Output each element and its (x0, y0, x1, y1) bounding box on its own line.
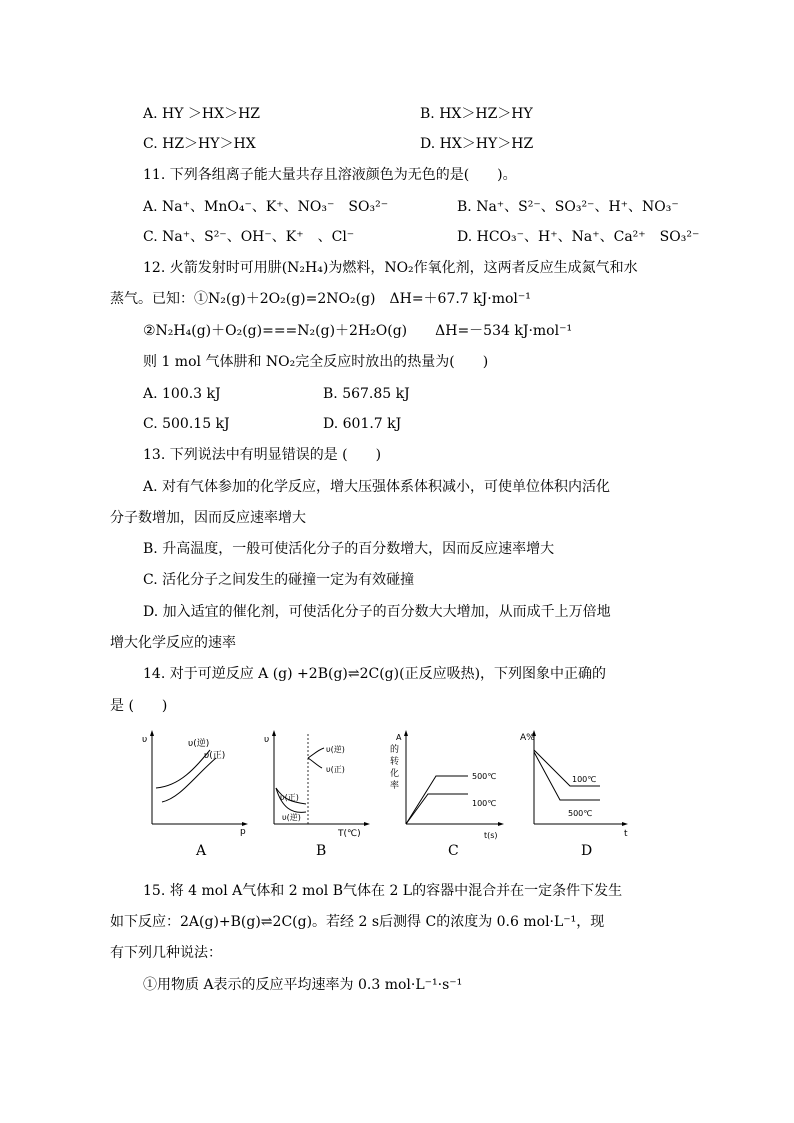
q11-option-d: D. HCO₃⁻、H⁺、Na⁺、Ca²⁺ SO₃²⁻ (457, 229, 700, 245)
q10-option-b: B. HX＞HZ＞HY (420, 106, 533, 122)
q15-stem-line1: 15. 将 4 mol A气体和 2 mol B气体在 2 L的容器中混合并在一定条件下发生 (143, 883, 623, 899)
q11-option-c: C. Na⁺、S²⁻、OH⁻、K⁺ 、Cl⁻ (143, 229, 355, 245)
q11-stem: 11. 下列各组离子能大量共存且溶液颜色为无色的是( )。 (143, 167, 517, 183)
graph-c-y-char-2: 的 (390, 745, 400, 755)
q13-option-a-line2: 分子数增加，因而反应速率增大 (110, 510, 306, 526)
graph-b-caption: B (316, 843, 327, 859)
q11-option-a: A. Na⁺、MnO₄⁻、K⁺、NO₃⁻ SO₃²⁻ (143, 199, 389, 215)
graph-b (262, 728, 372, 842)
q13-option-b: B. 升高温度，一般可使活化分子的百分数增大，因而反应速率增大 (143, 541, 555, 557)
q12-stem-line3: ②N₂H₄(g)＋O₂(g)===N₂(g)＋2H₂O(g) ΔH=－534 kJ·mol⁻¹ (143, 323, 573, 339)
graph-d-x-label: t (624, 829, 628, 838)
q13-stem: 13. 下列说法中有明显错误的是 ( ) (143, 447, 382, 463)
q12-option-a: A. 100.3 kJ (143, 386, 221, 402)
q10-option-a: A. HY ＞HX＞HZ (143, 106, 261, 122)
q12-stem-line2: 蒸气。已知：①N₂(g)＋2O₂(g)=2NO₂(g) ΔH=＋67.7 kJ·mol⁻¹ (110, 291, 531, 307)
q10-option-c: C. HZ＞HY＞HX (143, 136, 256, 152)
q12-option-b: B. 567.85 kJ (323, 386, 410, 402)
graph-b-x-label: T(℃) (338, 829, 361, 838)
graph-b-low-reverse: υ(逆) (282, 813, 301, 822)
graph-b-low-forward: υ(正) (280, 793, 299, 802)
graph-c-y-char-4: 化 (390, 769, 400, 779)
graph-c-y-char-3: 转 (390, 757, 400, 767)
graph-d-y-label: A% (520, 733, 535, 743)
q15-item-1: ①用物质 A表示的反应平均速率为 0.3 mol·L⁻¹·s⁻¹ (143, 977, 463, 993)
graph-a-caption: A (196, 843, 207, 859)
q15-stem-line3: 有下列几种说法： (110, 945, 222, 961)
graph-d-line-100: 100℃ (572, 775, 597, 784)
graph-c-caption: C (448, 843, 459, 859)
q13-option-a-line1: A. 对有气体参加的化学反应，增大压强体系体积减小，可使单位体积内活化 (143, 479, 611, 495)
graph-b-y-label: υ (264, 735, 270, 745)
graph-c-x-label: t(s) (484, 831, 498, 840)
q12-option-d: D. 601.7 kJ (323, 416, 402, 432)
q13-option-d-line2: 增大化学反应的速率 (110, 635, 236, 651)
q14-stem-line2: 是 ( ) (110, 698, 168, 714)
graph-c-y-char-5: 率 (390, 781, 400, 791)
q14-stem-line1: 14. 对于可逆反应 A (g) +2B(g)⇌2C(g)(正反应吸热)，下列图象中正确的 (143, 666, 607, 682)
graph-b-top-reverse: υ(逆) (326, 745, 345, 754)
q10-option-d: D. HX＞HY＞HZ (420, 136, 534, 152)
q12-option-c: C. 500.15 kJ (143, 416, 230, 432)
q13-option-c: C. 活化分子之间发生的碰撞一定为有效碰撞 (143, 572, 415, 588)
graph-d-caption: D (581, 843, 593, 859)
graph-d (520, 728, 640, 842)
graph-a-x-label: p (240, 827, 246, 837)
graph-d-line-500: 500℃ (568, 809, 593, 818)
q11-option-b: B. Na⁺、S²⁻、SO₃²⁻、H⁺、NO₃⁻ (457, 199, 679, 215)
q12-stem-line4: 则 1 mol 气体肼和 NO₂完全反应时放出的热量为( ) (143, 354, 489, 370)
q12-stem-line1: 12. 火箭发射时可用肼(N₂H₄)为燃料，NO₂作氧化剂，这两者反应生成氮气和水 (143, 260, 638, 276)
graph-a-curve-reverse: υ(逆) (188, 739, 210, 749)
graph-a-curve-forward: υ(正) (204, 751, 226, 761)
q15-stem-line2: 如下反应：2A(g)+B(g)⇌2C(g)。若经 2 s后测得 C的浓度为 0.6 mol·L⁻¹，现 (110, 914, 605, 930)
graph-c-line-500: 500℃ (472, 772, 497, 781)
graph-c-line-100: 100℃ (472, 799, 497, 808)
graph-c-y-char-1: A (396, 733, 402, 742)
q13-option-d-line1: D. 加入适宜的催化剂，可使活化分子的百分数大大增加，从而成千上万倍地 (143, 604, 611, 620)
graph-c (388, 728, 508, 847)
graph-a-y-label: υ (142, 735, 148, 745)
graph-b-top-forward: υ(正) (326, 765, 345, 774)
graph-a (140, 728, 250, 842)
